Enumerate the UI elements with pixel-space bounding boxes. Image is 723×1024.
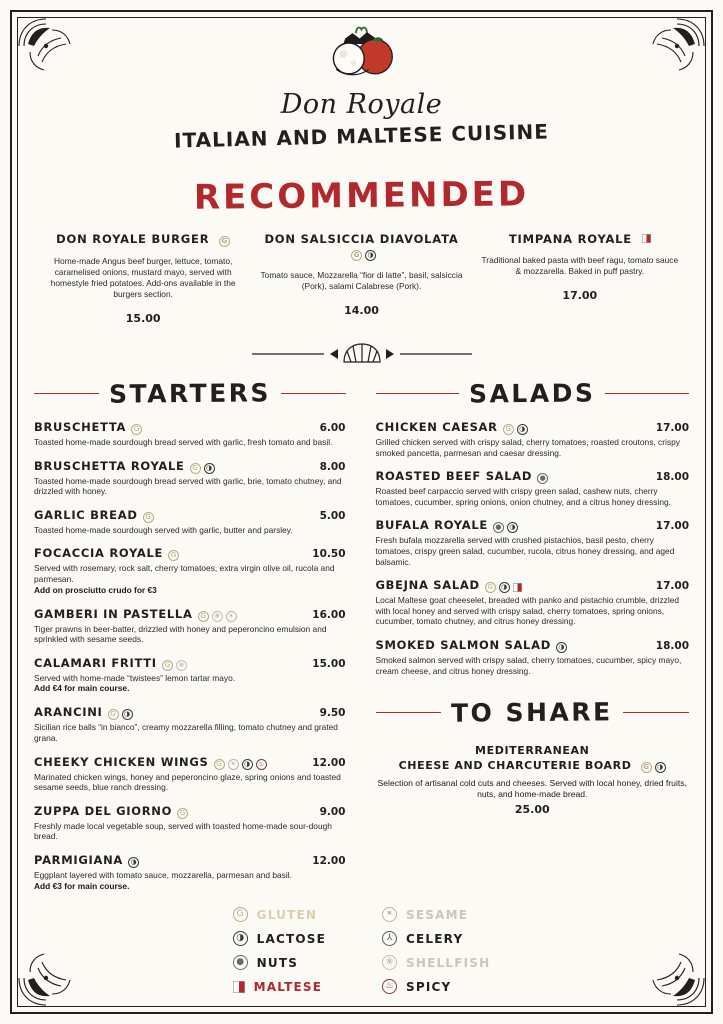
menu-item-price: 12.00 bbox=[312, 854, 346, 867]
sesame-icon: ✶ bbox=[228, 759, 239, 770]
allergen-icons bbox=[556, 642, 567, 653]
recommended-item-description: Home-made Angus beef burger, lettuce, tomato, caramelised onions, mustard mayo, served with homestyle fried potatoes. Add-ons available in the burgers section. bbox=[50, 256, 236, 299]
menu-item-name: BRUSCHETTA ROYALE bbox=[34, 458, 185, 473]
menu-item-description: Smoked salmon served with crispy salad, cherry tomatoes, cucumber, spicy mayo, cream cheese, and citrus honey dressing. bbox=[375, 654, 682, 676]
lactose-icon: ◑ bbox=[517, 424, 528, 435]
menu-item-price: 18.00 bbox=[655, 639, 689, 652]
menu-item-name: CHEEKY CHICKEN WINGS bbox=[34, 754, 209, 769]
maltese-icon bbox=[642, 234, 651, 243]
heading-rule-left bbox=[376, 712, 442, 714]
allergen-icons bbox=[162, 660, 187, 671]
heading-rule-right bbox=[281, 393, 346, 395]
shellfish-icon: ❀ bbox=[212, 611, 223, 622]
menu-item bbox=[34, 459, 346, 497]
allergen-icons bbox=[219, 236, 230, 247]
legend-label: SPICY bbox=[406, 979, 452, 994]
gluten-icon: G bbox=[177, 808, 188, 819]
allergen-icons bbox=[168, 550, 179, 561]
menu-item-description: Roasted beef carpaccio served with crispy green salad, cashew nuts, cherry tomatoes, cucumber, spring onions, onion chutney, and a citrus honey dressing. bbox=[375, 486, 671, 507]
legend-label: SESAME bbox=[406, 907, 469, 922]
menu-item bbox=[34, 656, 346, 695]
starters-heading bbox=[34, 379, 346, 408]
lactose-icon: ◑ bbox=[507, 522, 518, 533]
menu-item bbox=[376, 638, 690, 676]
starters-section bbox=[34, 379, 362, 903]
menu-item-description: Toasted home-made sourdough bread served with garlic, brie, tomato chutney, and drizzled with honey. bbox=[34, 475, 342, 497]
gluten-icon: G bbox=[233, 907, 248, 922]
menu-item bbox=[376, 420, 690, 458]
heading-rule-left bbox=[376, 393, 460, 395]
recommended-item-price: 17.00 bbox=[562, 289, 598, 302]
allergen-icons bbox=[177, 808, 188, 819]
menu-item-name: ROASTED BEEF SALAD bbox=[375, 469, 533, 484]
allergen-icons bbox=[537, 473, 548, 484]
allergen-icons bbox=[143, 512, 154, 523]
menu-item-description: Fresh bufala mozzarella served with crushed pistachios, basil pesto, cherry tomatoes, crispy green salad, cucumber, rucola, citrus honey dressing, and aged balsamic. bbox=[375, 535, 675, 567]
menu-item-name: GAMBERI IN PASTELLA bbox=[34, 606, 193, 621]
menu-item-addon: Add €4 for main course. bbox=[34, 683, 130, 694]
lactose-icon: ◑ bbox=[242, 759, 253, 770]
allergen-icons bbox=[641, 762, 666, 773]
tomato-mozzarella-icon bbox=[289, 24, 434, 82]
menu-item bbox=[376, 578, 690, 627]
menu-item bbox=[376, 518, 690, 567]
nuts-icon: ● bbox=[537, 473, 548, 484]
salads-heading bbox=[376, 379, 690, 408]
restaurant-tagline: ITALIAN AND MALTESE CUISINE bbox=[173, 119, 550, 153]
lactose-icon: ◑ bbox=[499, 582, 510, 593]
allergen-icons bbox=[108, 709, 133, 720]
menu-item-price: 6.00 bbox=[319, 422, 346, 434]
shell-divider bbox=[34, 339, 689, 369]
menu-item-addon: Add on prosciutto crudo for €3 bbox=[34, 584, 157, 595]
sesame-icon: ✶ bbox=[226, 611, 237, 622]
legend-item-gluten bbox=[233, 907, 326, 922]
menu-item-description: Marinated chicken wings, honey and peperoncino glaze, spring onions and toasted sesame seeds, blue ranch dressing. bbox=[34, 771, 341, 793]
shellfish-icon: ❀ bbox=[382, 955, 397, 970]
lactose-icon: ◑ bbox=[233, 931, 248, 946]
menu-item bbox=[34, 607, 346, 645]
gluten-icon: G bbox=[162, 660, 173, 671]
menu-item-description: Served with rosemary, rock salt, cherry tomatoes, extra virgin olive oil, rucola and parmesan. bbox=[34, 563, 335, 584]
menu-item-description: Toasted home-made sourdough served with garlic, butter and parsley. bbox=[34, 524, 293, 535]
menu-item bbox=[376, 743, 690, 816]
to-share-title: TO SHARE bbox=[451, 697, 614, 728]
menu-item-price: 9.50 bbox=[319, 707, 346, 720]
gluten-icon: G bbox=[190, 463, 201, 474]
allergen-icons bbox=[485, 582, 522, 593]
menu-item bbox=[376, 469, 690, 507]
legend-label: SHELLFISH bbox=[406, 955, 491, 970]
recommended-item-description: Tomato sauce, Mozzarella “fior di latte”, basil, salsiccia (Pork), salami Calabrese (Pork). bbox=[260, 270, 463, 291]
to-share-section bbox=[376, 698, 690, 816]
heading-rule-left bbox=[34, 393, 99, 395]
menu-item-price: 15.00 bbox=[312, 657, 346, 670]
menu-item-description: Grilled chicken served with crispy salad, cherry tomatoes, roasted croutons, crispy smoked pancetta, parmesan and caesar dressing. bbox=[375, 437, 680, 458]
gluten-icon: G bbox=[108, 709, 119, 720]
menu-item-name: BRUSCHETTA bbox=[34, 420, 127, 434]
salads-section bbox=[362, 379, 690, 903]
menu-item-price: 5.00 bbox=[319, 509, 346, 522]
menu-item-price: 18.00 bbox=[655, 471, 689, 484]
menu-item-price: 9.00 bbox=[319, 805, 346, 818]
maltese-icon bbox=[513, 583, 522, 592]
menu-item-price: 12.00 bbox=[312, 756, 346, 769]
menu-item-price: 16.00 bbox=[312, 608, 346, 621]
legend-item-shellfish bbox=[382, 955, 490, 970]
legend-item-sesame bbox=[382, 907, 490, 922]
allergen-icons bbox=[642, 234, 651, 243]
recommended-item-name: DON ROYALE BURGER bbox=[56, 232, 210, 246]
gluten-icon: G bbox=[198, 611, 209, 622]
menu-item bbox=[34, 705, 346, 743]
allergen-legend bbox=[34, 907, 689, 994]
menu-item-name: ZUPPA DEL GIORNO bbox=[34, 803, 173, 818]
menu-item-price: 17.00 bbox=[655, 422, 689, 434]
allergen-icons bbox=[190, 463, 215, 474]
gluten-icon: G bbox=[168, 550, 179, 561]
maltese-icon bbox=[233, 981, 245, 993]
menu-item-name-line1: MEDITERRANEAN bbox=[475, 744, 590, 758]
menu-item-description: Selection of artisanal cold cuts and cheeses. Served with local honey, dried fruits, nuts, and home-made bread. bbox=[377, 778, 687, 800]
recommended-heading: RECOMMENDED bbox=[193, 174, 530, 218]
menu-item bbox=[34, 804, 346, 842]
allergen-icons bbox=[351, 250, 376, 261]
recommended-item bbox=[252, 232, 470, 325]
menu-item-description: Eggplant layered with tomato sauce, mozzarella, parmesan and basil. bbox=[34, 869, 292, 880]
allergen-icons bbox=[493, 522, 518, 533]
menu-item-name: CALAMARI FRITTI bbox=[34, 655, 157, 670]
lactose-icon: ◑ bbox=[122, 709, 133, 720]
allergen-icons bbox=[128, 857, 139, 868]
recommended-item-price: 14.00 bbox=[344, 304, 379, 317]
gluten-icon: G bbox=[641, 762, 652, 773]
nuts-icon: ● bbox=[493, 522, 504, 533]
allergen-icons bbox=[198, 611, 237, 622]
allergen-icons bbox=[131, 424, 142, 435]
gluten-icon: G bbox=[143, 512, 154, 523]
allergen-icons bbox=[214, 759, 267, 770]
celery-icon: ⅄ bbox=[382, 931, 397, 946]
starters-title: STARTERS bbox=[108, 378, 271, 409]
menu-item-addon: Add €3 for main course. bbox=[34, 880, 130, 891]
to-share-heading bbox=[376, 698, 690, 727]
menu-item-name: SMOKED SALMON SALAD bbox=[375, 637, 551, 652]
spicy-icon: ♨ bbox=[256, 759, 267, 770]
legend-label: LACTOSE bbox=[256, 931, 327, 946]
menu-item-description: Local Maltese goat cheeselet, breaded with panko and pistachio crumble, drizzled with local honey and served with crispy salad, cherry tomatoes, spring onions, cucumber, tomato chutney, and citrus honey dressing. bbox=[375, 595, 680, 627]
lactose-icon: ◑ bbox=[128, 857, 139, 868]
menu-item-price: 8.00 bbox=[319, 460, 346, 473]
gluten-icon: G bbox=[485, 582, 496, 593]
lactose-icon: ◑ bbox=[655, 762, 666, 773]
allergen-icons bbox=[503, 424, 528, 435]
menu-item-description: Tiger prawns in beer-batter, drizzled with honey and peperoncino emulsion and sprinkled with sesame seeds. bbox=[34, 623, 327, 645]
menu-item-name: BUFALA ROYALE bbox=[375, 518, 488, 533]
gluten-icon: G bbox=[503, 424, 514, 435]
menu-item-description: Served with home-made “twistees” lemon tartar mayo. bbox=[34, 672, 236, 683]
menu-item-price: 17.00 bbox=[655, 520, 689, 533]
legend-item-maltese bbox=[233, 979, 326, 994]
menu-item-name: CHICKEN CAESAR bbox=[375, 420, 498, 434]
menu-item-description: Toasted home-made sourdough bread served with garlic, fresh tomato and basil. bbox=[34, 437, 333, 447]
legend-label: GLUTEN bbox=[256, 907, 318, 922]
gluten-icon: G bbox=[131, 424, 142, 435]
legend-item-celery bbox=[382, 931, 490, 946]
recommended-item-price: 15.00 bbox=[125, 312, 161, 325]
menu-item-name: GBEJNA SALAD bbox=[375, 578, 480, 593]
lactose-icon: ◑ bbox=[556, 642, 567, 653]
menu-item-price: 10.50 bbox=[312, 548, 346, 561]
sesame-icon: ✶ bbox=[382, 907, 397, 922]
menu-item-name: PARMIGIANA bbox=[34, 852, 123, 867]
legend-item-nuts bbox=[233, 955, 326, 970]
lactose-icon: ◑ bbox=[204, 463, 215, 474]
legend-label: CELERY bbox=[406, 931, 464, 946]
menu-item bbox=[34, 508, 346, 536]
lactose-icon: ◑ bbox=[365, 250, 376, 261]
menu-item-name: ARANCINI bbox=[34, 705, 103, 720]
legend-item-spicy bbox=[382, 979, 490, 994]
restaurant-logo bbox=[34, 24, 689, 153]
legend-label: NUTS bbox=[256, 955, 299, 970]
recommended-item-description: Traditional baked pasta with beef ragu, tomato sauce & mozzarella. Baked in puff pastry. bbox=[481, 255, 679, 276]
menu-item-price: 17.00 bbox=[655, 580, 689, 593]
menu-item-description: Freshly made local vegetable soup, served with toasted home-made sour-dough bread. bbox=[34, 820, 332, 842]
gluten-icon: G bbox=[351, 250, 362, 261]
shellfish-icon: ❀ bbox=[176, 660, 187, 671]
legend-item-lactose bbox=[233, 931, 326, 946]
spicy-icon: ♨ bbox=[382, 979, 397, 994]
menu-item-price: 25.00 bbox=[514, 803, 550, 817]
gluten-icon: G bbox=[214, 759, 225, 770]
heading-rule-right bbox=[623, 712, 689, 714]
menu-item bbox=[34, 853, 346, 892]
menu-item bbox=[34, 546, 346, 595]
menu-item bbox=[34, 420, 346, 448]
recommended-item-name: DON SALSICCIA DIAVOLATA bbox=[264, 232, 459, 246]
heading-rule-right bbox=[605, 393, 689, 395]
menu-item bbox=[34, 755, 346, 793]
recommended-item bbox=[34, 232, 252, 325]
menu-item-name: FOCACCIA ROYALE bbox=[34, 546, 164, 561]
recommended-item bbox=[471, 232, 689, 325]
salads-title: SALADS bbox=[468, 378, 596, 409]
recommended-item-name: TIMPANA ROYALE bbox=[508, 232, 632, 246]
nuts-icon: ● bbox=[233, 955, 248, 970]
menu-item-name: GARLIC BREAD bbox=[34, 507, 138, 522]
menu-item-description: Sicilian rice balls “in bianco”, creamy mozzarella filling, tomato chutney and grated grana. bbox=[34, 722, 338, 743]
legend-label: MALTESE bbox=[253, 979, 323, 994]
recommended-items bbox=[34, 232, 689, 325]
menu-item-name-line2: CHEESE AND CHARCUTERIE BOARD bbox=[398, 759, 632, 773]
restaurant-name: Don Royale bbox=[280, 89, 443, 120]
gluten-icon: G bbox=[219, 236, 230, 247]
